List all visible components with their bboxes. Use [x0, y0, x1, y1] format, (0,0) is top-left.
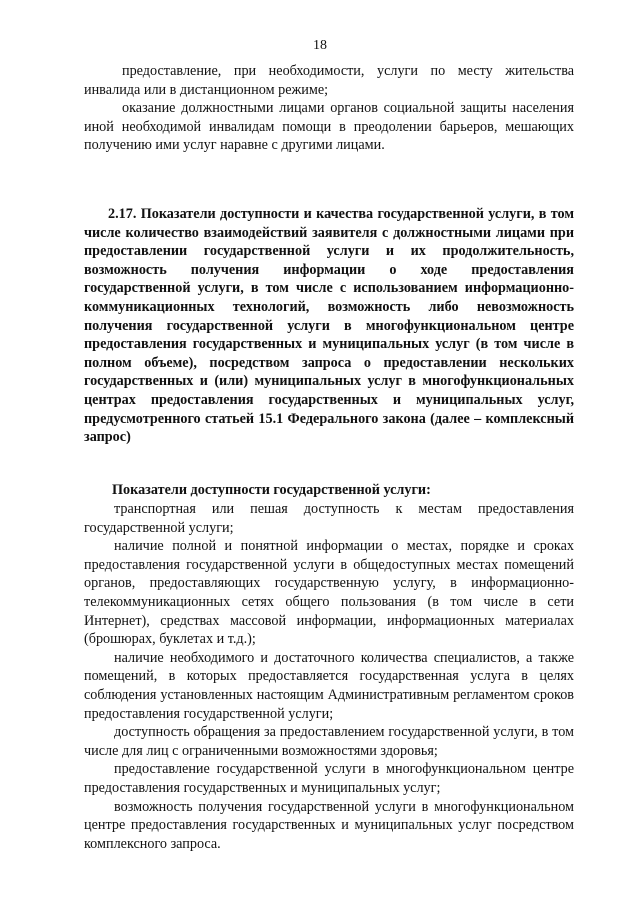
page-number: 18 [313, 38, 327, 53]
intro-text [84, 62, 574, 155]
paragraph: предоставление, при необходимости, услуги по месту жительства инвалида или в дистанционном режиме; [84, 63, 574, 98]
subheading: Показатели доступности государственной услуги: [112, 482, 431, 498]
section-heading [84, 205, 574, 447]
list-item: возможность получения государственной услуги в многофункциональном центре предоставления государственных и муниципальных услуг посредством комплексного запроса. [84, 798, 574, 852]
indicators-list [84, 500, 574, 853]
list-item: предоставление государственной услуги в многофункциональном центре предоставления государственных и муниципальных услуг; [84, 761, 574, 796]
list-item: транспортная или пешая доступность к местам предоставления государственной услуги; [84, 501, 574, 536]
paragraph: оказание должностными лицами органов социальной защиты населения иной необходимой инвалидам помощи в преодолении барьеров, мешающих получению ими услуг наравне с другими лицами. [84, 100, 574, 154]
list-item: наличие необходимого и достаточного количества специалистов, а также помещений, в которых предоставляется государственная услуга в целях соблюдения установленных настоящим Административным регламентом сроков предоставления государственной услуги; [84, 649, 574, 722]
list-item: доступность обращения за предоставлением государственной услуги, в том числе для лиц с ограниченными возможностями здоровья; [84, 724, 574, 759]
section-heading-text: 2.17. Показатели доступности и качества государственной услуги, в том числе количество взаимодействий заявителя с должностными лицами при предоставлении государственной услуги и их продолжительность, возможность получения информации о ходе предоставления государственной услуги, в том числе с использованием информационно-коммуникационных технологий, возможность либо невозможность получения государственной услуги в многофункциональном центре предоставления государственных и муниципальных услуг (в том числе в полном объеме), посредством запроса о предоставлении нескольких государственных и (или) муниципальных услуг в многофункциональных центрах предоставления государственных и муниципальных услуг, предусмотренного статьей 15.1 Федерального закона (далее – комплексный запрос) [84, 206, 574, 446]
list-item: наличие полной и понятной информации о местах, порядке и сроках предоставления государственной услуги в общедоступных местах помещений органов, предоставляющих государственную услугу, в информационно-телекоммуникационных сетях общего пользования (в том числе в сети Интернет), средствах массовой информации, информационных материалах (брошюрах, буклетах и т.д.); [84, 538, 574, 648]
